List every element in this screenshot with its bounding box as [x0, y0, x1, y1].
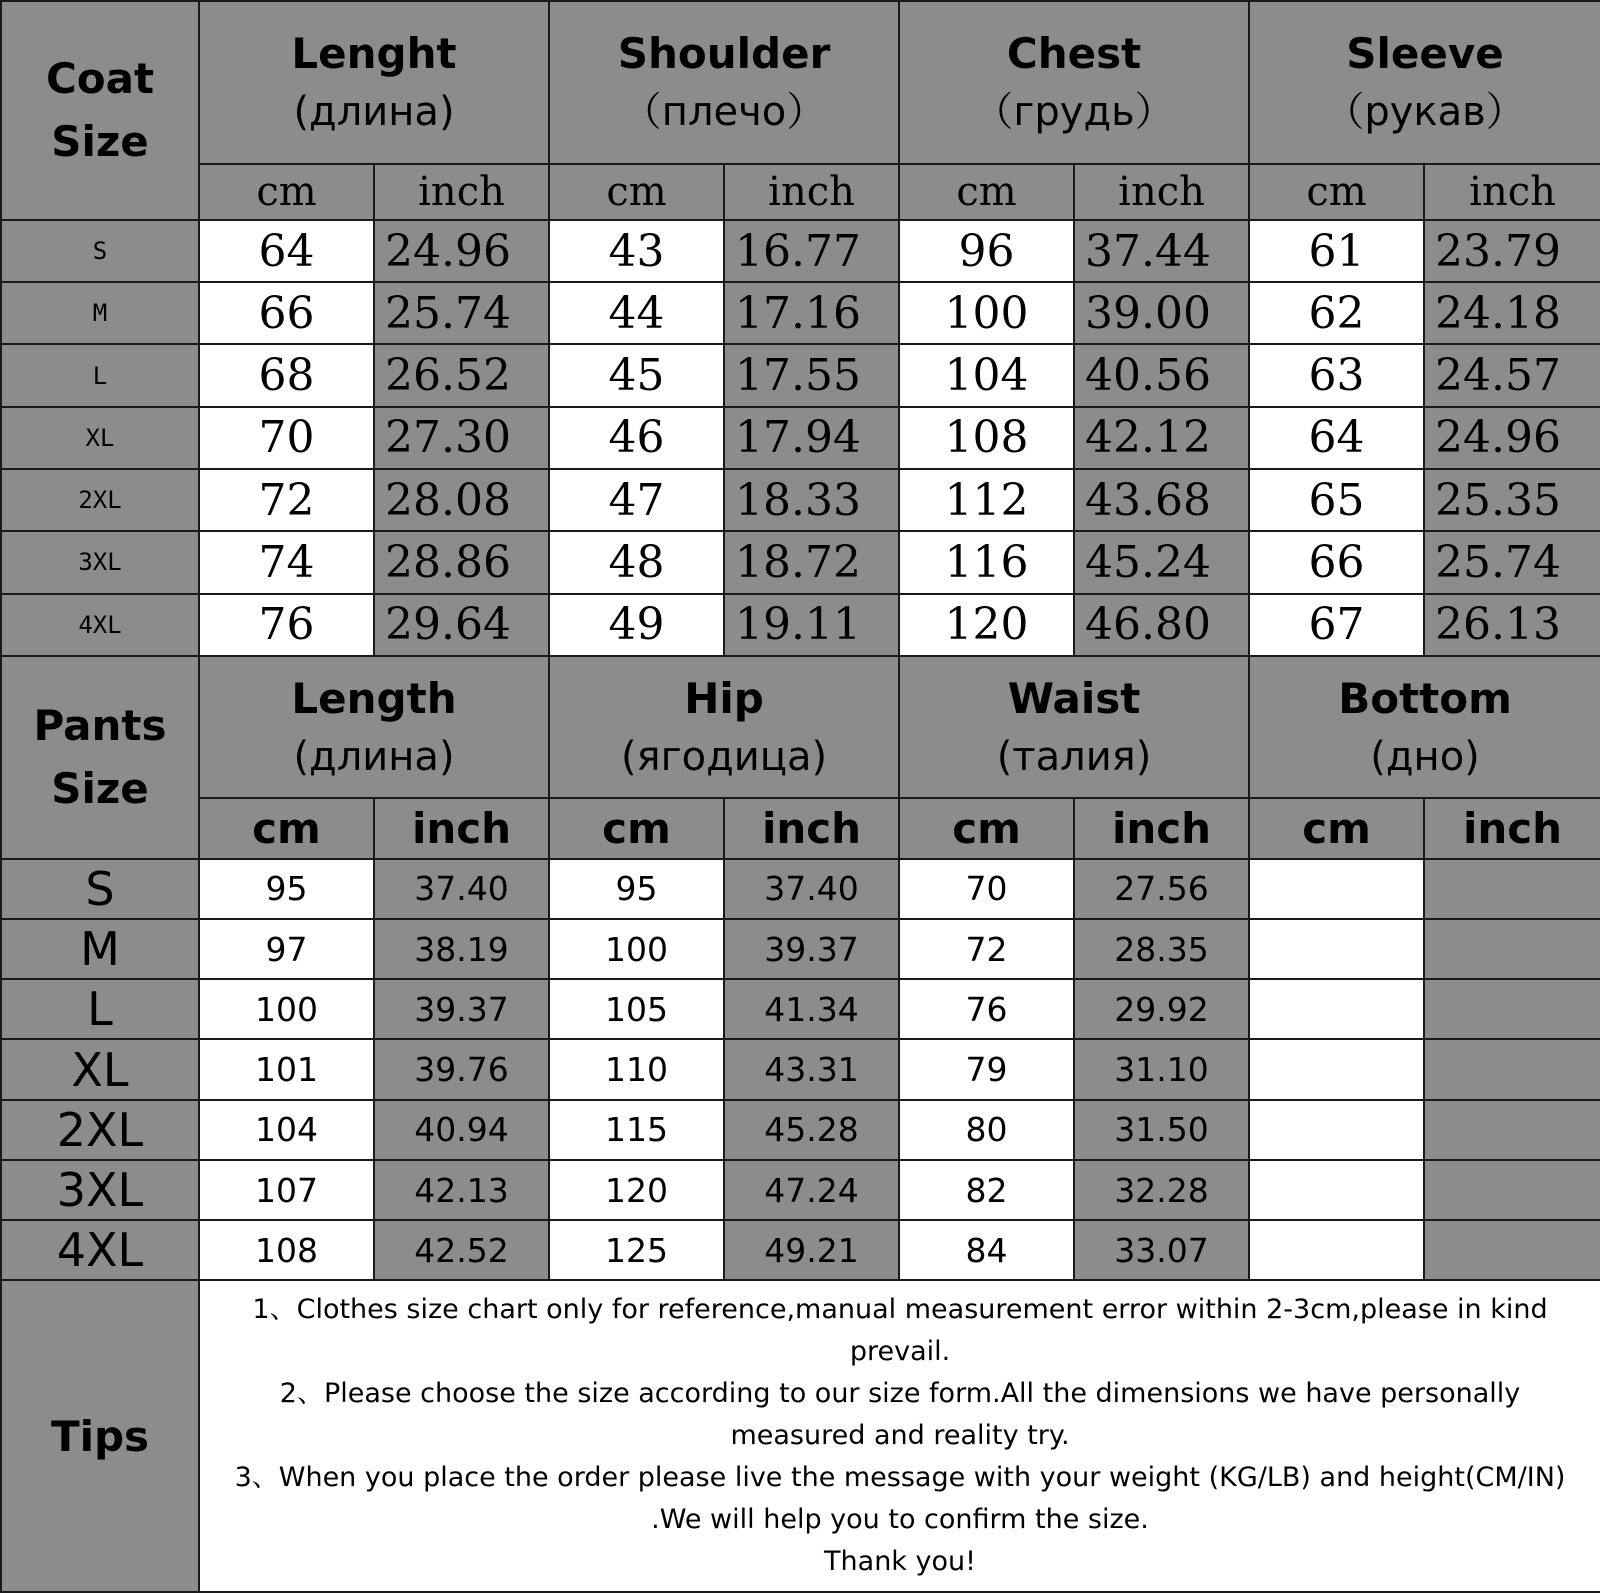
cm-value: 44 [549, 282, 724, 344]
coat-col-shoulder [549, 1, 899, 164]
unit-cm: cm [199, 798, 374, 858]
coat-row [1, 220, 1600, 282]
inch-value: 43.68 [1074, 469, 1249, 531]
cm-value [1249, 1100, 1424, 1160]
column-name: Bottom [1338, 673, 1512, 723]
inch-value [1424, 1220, 1600, 1280]
inch-value: 24.96 [1424, 407, 1600, 469]
cm-value: 104 [899, 344, 1074, 406]
inch-value: 39.00 [1074, 282, 1249, 344]
cm-value: 47 [549, 469, 724, 531]
inch-value: 42.12 [1074, 407, 1249, 469]
tip-line: prevail. [849, 1336, 951, 1368]
cm-value [1249, 979, 1424, 1039]
unit-inch: inch [374, 798, 549, 858]
inch-value: 38.19 [374, 919, 549, 979]
size-label: M [1, 282, 199, 344]
inch-value [1424, 1100, 1600, 1160]
coat-units-row [1, 164, 1600, 220]
cm-value: 48 [549, 531, 724, 593]
unit-inch: inch [374, 164, 549, 220]
pants-size-header [1, 656, 199, 859]
inch-value: 23.79 [1424, 220, 1600, 282]
inch-value [1424, 859, 1600, 919]
coat-row [1, 469, 1600, 531]
inch-value [1424, 1160, 1600, 1220]
unit-inch: inch [724, 164, 899, 220]
cm-value: 74 [199, 531, 374, 593]
inch-value: 31.10 [1074, 1039, 1249, 1099]
cm-value: 100 [549, 919, 724, 979]
size-label: 2XL [1, 469, 199, 531]
pants-row [1, 1100, 1600, 1160]
inch-value [1424, 919, 1600, 979]
coat-col-length [199, 1, 549, 164]
pants-row [1, 1039, 1600, 1099]
cm-value: 108 [899, 407, 1074, 469]
cm-value [1249, 1160, 1424, 1220]
pants-size-label: Size [51, 764, 149, 814]
pants-col-hip [549, 656, 899, 799]
inch-value: 24.18 [1424, 282, 1600, 344]
tip-line: Thank you! [824, 1546, 976, 1578]
cm-value: 104 [199, 1100, 374, 1160]
unit-cm: cm [899, 164, 1074, 220]
inch-value: 42.52 [374, 1220, 549, 1280]
cm-value: 45 [549, 344, 724, 406]
unit-inch: inch [1074, 164, 1249, 220]
inch-value: 25.74 [374, 282, 549, 344]
pants-row [1, 1160, 1600, 1220]
cm-value: 67 [1249, 594, 1424, 656]
cm-value: 61 [1249, 220, 1424, 282]
pants-col-waist [899, 656, 1249, 799]
tip-line: .We will help you to confirm the size. [651, 1504, 1149, 1536]
column-name-ru: （плечо） [621, 88, 827, 135]
unit-inch: inch [1424, 798, 1600, 858]
inch-value [1424, 979, 1600, 1039]
inch-value: 43.31 [724, 1039, 899, 1099]
unit-cm: cm [899, 798, 1074, 858]
inch-value: 27.56 [1074, 859, 1249, 919]
coat-row [1, 282, 1600, 344]
inch-value: 28.08 [374, 469, 549, 531]
inch-value: 42.13 [374, 1160, 549, 1220]
column-name-ru: (длина) [293, 733, 455, 780]
cm-value: 43 [549, 220, 724, 282]
pants-col-length [199, 656, 549, 799]
size-label: S [1, 220, 199, 282]
inch-value: 24.57 [1424, 344, 1600, 406]
cm-value: 115 [549, 1100, 724, 1160]
inch-value: 28.86 [374, 531, 549, 593]
cm-value: 97 [199, 919, 374, 979]
pants-row [1, 1220, 1600, 1280]
column-name-ru: (ягодица) [620, 733, 828, 780]
coat-row [1, 594, 1600, 656]
inch-value: 16.77 [724, 220, 899, 282]
column-name: Chest [1006, 28, 1142, 78]
unit-inch: inch [1424, 164, 1600, 220]
column-name: Length [291, 673, 457, 723]
cm-value: 82 [899, 1160, 1074, 1220]
cm-value [1249, 859, 1424, 919]
size-label: L [1, 979, 199, 1039]
column-name: Lenght [291, 28, 457, 78]
inch-value: 45.24 [1074, 531, 1249, 593]
column-name-ru: （рукав） [1324, 88, 1526, 135]
column-name: Waist [1007, 673, 1141, 723]
size-label: XL [1, 1039, 199, 1099]
tip-line: measured and reality try. [730, 1420, 1070, 1452]
cm-value: 120 [899, 594, 1074, 656]
cm-value: 95 [549, 859, 724, 919]
cm-value: 116 [899, 531, 1074, 593]
unit-cm: cm [199, 164, 374, 220]
tips-label: Tips [1, 1280, 199, 1592]
size-label: L [1, 344, 199, 406]
inch-value: 24.96 [374, 220, 549, 282]
inch-value: 18.33 [724, 469, 899, 531]
inch-value: 26.52 [374, 344, 549, 406]
inch-value: 46.80 [1074, 594, 1249, 656]
cm-value: 66 [199, 282, 374, 344]
pants-row [1, 859, 1600, 919]
cm-value: 70 [199, 407, 374, 469]
coat-row [1, 407, 1600, 469]
cm-value: 64 [199, 220, 374, 282]
coat-col-sleeve [1249, 1, 1600, 164]
cm-value: 112 [899, 469, 1074, 531]
unit-inch: inch [724, 798, 899, 858]
cm-value: 76 [899, 979, 1074, 1039]
coat-row [1, 531, 1600, 593]
unit-cm: cm [1249, 798, 1424, 858]
inch-value: 29.64 [374, 594, 549, 656]
unit-cm: cm [1249, 164, 1424, 220]
cm-value: 100 [899, 282, 1074, 344]
pants-col-bottom [1249, 656, 1600, 799]
coat-row [1, 344, 1600, 406]
cm-value: 125 [549, 1220, 724, 1280]
column-name-ru: (талия) [996, 733, 1152, 780]
cm-value: 108 [199, 1220, 374, 1280]
cm-value: 120 [549, 1160, 724, 1220]
inch-value: 27.30 [374, 407, 549, 469]
inch-value: 39.37 [724, 919, 899, 979]
inch-value: 47.24 [724, 1160, 899, 1220]
pants-row [1, 979, 1600, 1039]
cm-value: 96 [899, 220, 1074, 282]
size-label: 4XL [1, 594, 199, 656]
cm-value: 62 [1249, 282, 1424, 344]
cm-value: 84 [899, 1220, 1074, 1280]
cm-value: 70 [899, 859, 1074, 919]
inch-value: 39.37 [374, 979, 549, 1039]
pants-label: Pants [33, 701, 167, 751]
tips-text [199, 1280, 1600, 1592]
inch-value: 41.34 [724, 979, 899, 1039]
cm-value: 105 [549, 979, 724, 1039]
tip-line: 3、When you place the order please live the message with your weight (KG/LB) and height(CM/IN) [234, 1462, 1566, 1494]
cm-value: 63 [1249, 344, 1424, 406]
inch-value: 26.13 [1424, 594, 1600, 656]
cm-value: 80 [899, 1100, 1074, 1160]
column-name-ru: (длина) [293, 88, 455, 135]
cm-value: 107 [199, 1160, 374, 1220]
cm-value: 76 [199, 594, 374, 656]
pants-units-row [1, 798, 1600, 858]
cm-value: 46 [549, 407, 724, 469]
cm-value: 79 [899, 1039, 1074, 1099]
unit-cm: cm [549, 164, 724, 220]
cm-value: 72 [899, 919, 1074, 979]
coat-size-label: Size [51, 117, 149, 167]
coat-label: Coat [45, 54, 155, 104]
cm-value: 49 [549, 594, 724, 656]
inch-value: 17.55 [724, 344, 899, 406]
tip-line: 1、Clothes size chart only for reference,manual measurement error within 2-3cm,please in kind [252, 1294, 1548, 1326]
size-label: 3XL [1, 531, 199, 593]
size-label: 3XL [1, 1160, 199, 1220]
inch-value: 29.92 [1074, 979, 1249, 1039]
coat-col-chest [899, 1, 1249, 164]
cm-value [1249, 1220, 1424, 1280]
size-label: 2XL [1, 1100, 199, 1160]
inch-value [1424, 1039, 1600, 1099]
inch-value: 19.11 [724, 594, 899, 656]
size-label: S [1, 859, 199, 919]
cm-value: 95 [199, 859, 374, 919]
cm-value: 101 [199, 1039, 374, 1099]
cm-value: 65 [1249, 469, 1424, 531]
inch-value: 37.44 [1074, 220, 1249, 282]
cm-value [1249, 919, 1424, 979]
cm-value: 100 [199, 979, 374, 1039]
cm-value: 72 [199, 469, 374, 531]
inch-value: 25.74 [1424, 531, 1600, 593]
column-name-ru: （грудь） [973, 88, 1175, 135]
inch-value: 17.16 [724, 282, 899, 344]
size-label: M [1, 919, 199, 979]
cm-value: 110 [549, 1039, 724, 1099]
inch-value: 39.76 [374, 1039, 549, 1099]
inch-value: 31.50 [1074, 1100, 1249, 1160]
inch-value: 25.35 [1424, 469, 1600, 531]
coat-size-header [1, 1, 199, 220]
inch-value: 45.28 [724, 1100, 899, 1160]
inch-value: 18.72 [724, 531, 899, 593]
column-name-ru: (дно) [1370, 733, 1480, 780]
column-name: Hip [684, 673, 764, 723]
cm-value: 66 [1249, 531, 1424, 593]
pants-row [1, 919, 1600, 979]
cm-value [1249, 1039, 1424, 1099]
inch-value: 40.94 [374, 1100, 549, 1160]
inch-value: 17.94 [724, 407, 899, 469]
inch-value: 49.21 [724, 1220, 899, 1280]
size-label: XL [1, 407, 199, 469]
unit-inch: inch [1074, 798, 1249, 858]
size-label: 4XL [1, 1220, 199, 1280]
inch-value: 37.40 [374, 859, 549, 919]
inch-value: 32.28 [1074, 1160, 1249, 1220]
unit-cm: cm [549, 798, 724, 858]
cm-value: 68 [199, 344, 374, 406]
cm-value: 64 [1249, 407, 1424, 469]
inch-value: 37.40 [724, 859, 899, 919]
column-name: Sleeve [1346, 28, 1504, 78]
inch-value: 40.56 [1074, 344, 1249, 406]
column-name: Shoulder [617, 28, 831, 78]
tip-line: 2、Please choose the size according to our size form.All the dimensions we have personally [279, 1378, 1521, 1410]
inch-value: 33.07 [1074, 1220, 1249, 1280]
inch-value: 28.35 [1074, 919, 1249, 979]
